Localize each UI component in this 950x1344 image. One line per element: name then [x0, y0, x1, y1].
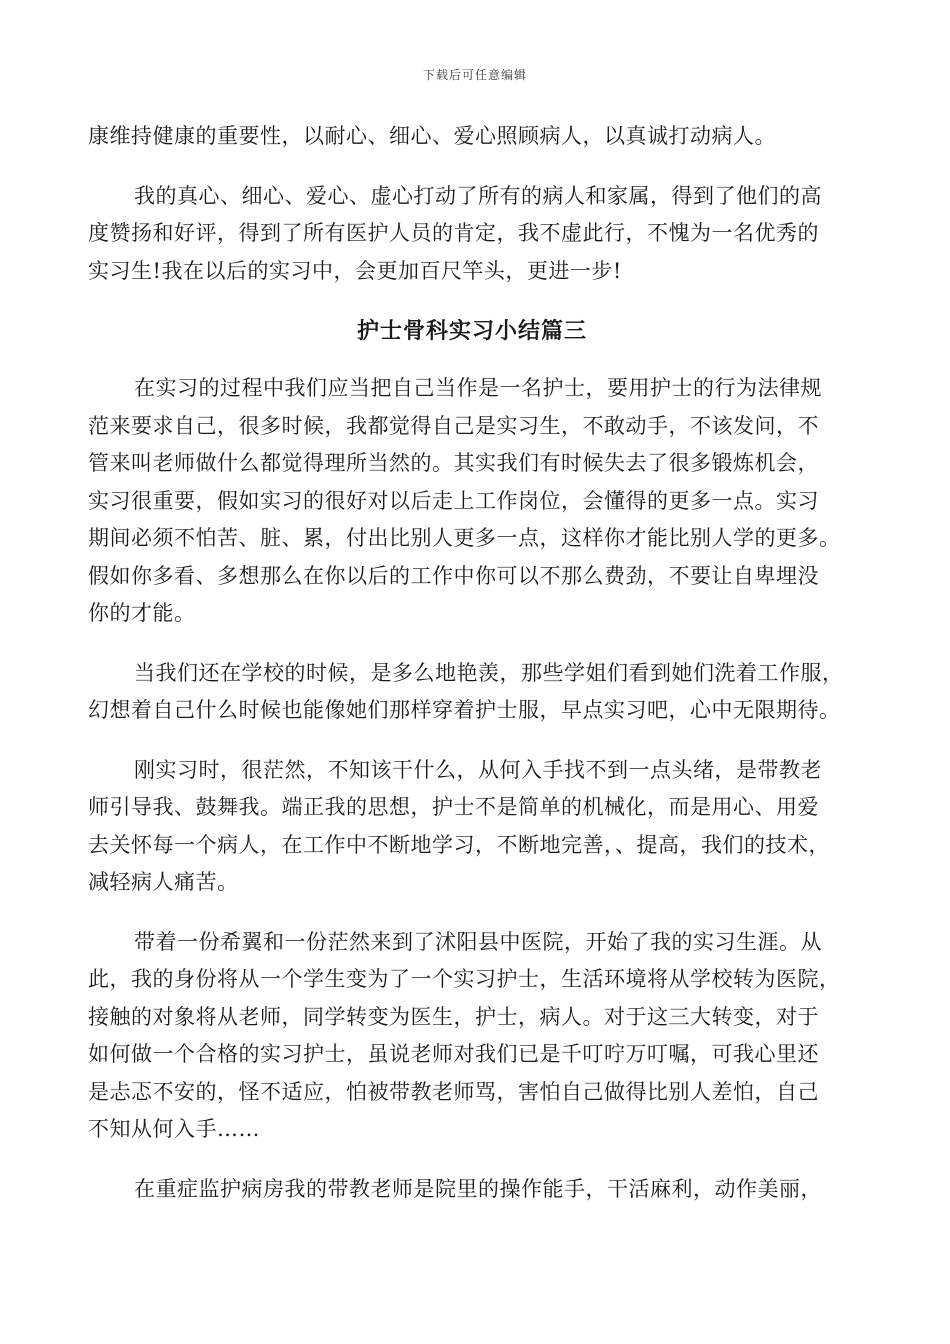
paragraph-line: 度赞扬和好评，得到了所有医护人员的肯定，我不虚此行，不愧为一名优秀的	[88, 221, 819, 245]
paragraph-line: 幻想着自己什么时候也能像她们那样穿着护士服，早点实习吧，心中无限期待。	[88, 698, 841, 722]
paragraph-line: 此，我的身份将从一个学生变为了一个实习护士，生活环境将从学校转为医院，	[88, 967, 841, 991]
paragraph-line: 假如你多看、多想那么在你以后的工作中你可以不那么费劲，不要让自卑埋没	[88, 563, 819, 588]
paragraph-line: 如何做一个合格的实习护士，虽说老师对我们已是千叮咛万叮嘱，可我心里还	[88, 1042, 819, 1066]
paragraph-line: 实习生!我在以后的实习中，会更加百尺竿头，更进一步!	[88, 258, 622, 283]
paragraph-line: 刚实习时，很茫然，不知该干什么，从何入手找不到一点头绪，是带教老	[134, 757, 822, 782]
paragraph	[88, 118, 856, 156]
paragraph	[88, 178, 856, 291]
paragraph-line: 是忐忑不安的，怪不适应，怕被带教老师骂，害怕自己做得比别人差怕，自己	[88, 1079, 819, 1104]
paragraph-line: 实习很重要，假如实习的很好对以后走上工作岗位，会懂得的更多一点。实习	[88, 488, 819, 513]
paragraph-line: 接触的对象将从老师，同学转变为医生，护士，病人。对于这三大转变，对于	[88, 1004, 819, 1029]
paragraph-line: 期间必须不怕苦、脏、累，付出比别人更多一点，这样你才能比别人学的更多。	[88, 526, 841, 550]
document-body	[88, 118, 856, 1230]
paragraph	[88, 752, 856, 902]
paragraph-line: 在实习的过程中我们应当把自己当作是一名护士，要用护士的行为法律规	[134, 376, 822, 400]
paragraph-line: 当我们还在学校的时候，是多么地艳羡，那些学姐们看到她们洗着工作服，	[134, 660, 844, 685]
paragraph	[88, 924, 856, 1149]
paragraph	[88, 1171, 856, 1209]
paragraph-line: 管来叫老师做什么都觉得理所当然的。其实我们有时候失去了很多锻炼机会，	[88, 451, 819, 475]
paragraph	[88, 370, 856, 633]
paragraph-line: 师引导我、鼓舞我。端正我的思想，护士不是简单的机械化，而是用心、用爱	[88, 795, 819, 819]
paragraph-line: 带着一份希翼和一份茫然来到了沭阳县中医院，开始了我的实习生涯。从	[134, 929, 822, 954]
paragraph-line: 减轻病人痛苦。	[88, 870, 239, 894]
paragraph-line: 范来要求自己，很多时候，我都觉得自己是实习生，不敢动手，不该发问，不	[88, 413, 819, 438]
section-title: 护士骨科实习小结篇三	[356, 318, 587, 344]
paragraph	[88, 655, 856, 730]
paragraph-group-after	[88, 370, 856, 1208]
paragraph-line: 不知从何入手……	[88, 1117, 260, 1141]
paragraph-line: 我的真心、细心、爱心、虚心打动了所有的病人和家属，得到了他们的高	[134, 183, 822, 208]
paragraph-line: 去关怀每一个病人，在工作中不断地学习，不断地完善，、提高，我们的技术，	[88, 832, 830, 857]
paragraph-line: 在重症监护病房我的带教老师是院里的操作能手，干活麻利，动作美丽，	[134, 1176, 822, 1201]
paragraph-line: 你的才能。	[88, 601, 196, 625]
page-header: 下载后可任意编辑	[422, 68, 527, 82]
paragraph-group-before	[88, 118, 856, 290]
paragraph-line: 康维持健康的重要性，以耐心、细心、爱心照顾病人，以真诚打动病人。	[88, 124, 776, 148]
